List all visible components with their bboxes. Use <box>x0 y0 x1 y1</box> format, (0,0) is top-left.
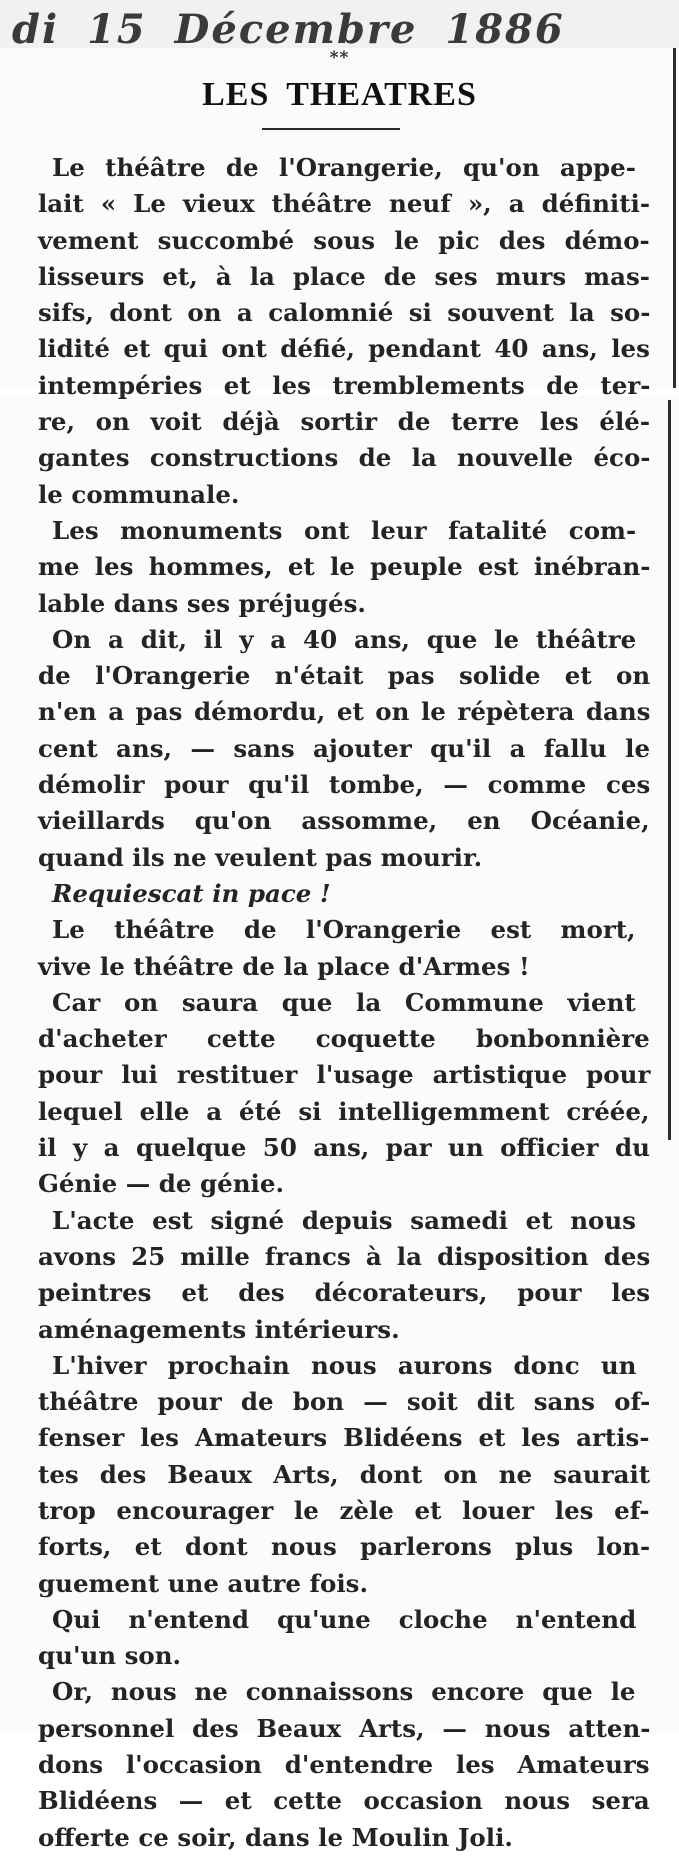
article-line: de l'Orangerie n'était pas solide et on <box>38 661 651 691</box>
article-title: LES THEATRES <box>202 76 477 113</box>
article-line: d'acheter cette coquette bonbonnière <box>38 1024 650 1054</box>
article-line: personnel des Beaux Arts, — nous atten- <box>38 1713 651 1743</box>
article-line: démolir pour qu'il tombe, — comme ces <box>38 770 651 800</box>
article-line: intempéries et les tremblements de ter- <box>38 370 651 400</box>
article-line: aménagements intérieurs. <box>38 1314 400 1344</box>
article-line: lequel elle a été si intelligemment créée, <box>38 1096 650 1126</box>
article-line: avons 25 mille francs à la disposition des <box>38 1241 651 1271</box>
article-line: Qui n'entend qu'une cloche n'entend <box>52 1604 637 1634</box>
article-line: Génie — de génie. <box>38 1169 284 1199</box>
article-line: quand ils ne veulent pas mourir. <box>38 842 483 872</box>
article-line: vement succombé sous le pic des démo- <box>38 225 650 255</box>
article-line: Les monuments ont leur fatalité com- <box>52 515 637 545</box>
article-line: Le théâtre de l'Orangerie est mort, <box>52 915 636 945</box>
article-line: lait « Le vieux théâtre neuf », a définiti- <box>38 189 651 219</box>
article-line: qu'un son. <box>38 1641 182 1671</box>
article-line: vieillards qu'on assomme, en Océanie, <box>38 806 650 836</box>
article-line: théâtre pour de bon — soit dit sans of- <box>38 1387 651 1417</box>
dateline: di 15 Décembre 1886 <box>12 6 565 48</box>
article-line: lisseurs et, à la place de ses murs mas- <box>38 261 650 291</box>
article-line: tes des Beaux Arts, dont on ne saurait <box>38 1459 651 1489</box>
article-line: Le théâtre de l'Orangerie, qu'on appe- <box>52 153 636 182</box>
article-line: trop encourager le zèle et louer les ef- <box>38 1495 650 1525</box>
article-line: pour lui restituer l'usage artistique pour <box>38 1060 651 1090</box>
article-line: lable dans ses préjugés. <box>38 588 366 618</box>
article-body <box>38 150 650 1856</box>
article-line: n'en a pas démordu, et on le répètera dans <box>38 697 651 727</box>
article-line: guement une autre fois. <box>38 1568 368 1598</box>
article-line: lidité et qui ont défié, pendant 40 ans, les <box>38 334 650 364</box>
article-line: dons l'occasion d'entendre les Amateurs <box>38 1750 650 1780</box>
column-rule-bottom <box>668 400 671 1140</box>
article-line: cent ans, — sans ajouter qu'il a fallu le <box>38 733 651 763</box>
column-rule-top <box>673 48 676 388</box>
dateline-strip <box>0 0 679 48</box>
title-underline <box>262 128 400 130</box>
article-line: L'hiver prochain nous aurons donc un <box>52 1350 637 1380</box>
article-line: L'acte est signé depuis samedi et nous <box>52 1205 636 1235</box>
article-line: offerte ce soir, dans le Moulin Joli. <box>38 1822 513 1852</box>
article-line: Requiescat in pace ! <box>52 878 331 908</box>
article-line: On a dit, il y a 40 ans, que le théâtre <box>52 624 637 654</box>
article-line: Blidéens — et cette occasion nous sera <box>38 1786 650 1816</box>
article-line: re, on voit déjà sortir de terre les élé- <box>38 407 651 437</box>
article-line: le communale. <box>38 479 240 509</box>
article-line: forts, et dont nous parlerons plus lon- <box>38 1532 651 1562</box>
article-line: Or, nous ne connaissons encore que le <box>52 1677 636 1707</box>
section-stars: ** <box>329 48 350 68</box>
article-line: fenser les Amateurs Blidéens et les artis- <box>38 1423 650 1453</box>
article-line: sifs, dont on a calomnié si souvent la so- <box>38 298 651 328</box>
article-line: peintres et des décorateurs, pour les <box>38 1278 651 1308</box>
article-line: vive le théâtre de la place d'Armes ! <box>38 951 530 981</box>
article-line: gantes constructions de la nouvelle éco- <box>38 443 651 473</box>
article-line: Car on saura que la Commune vient <box>52 987 636 1017</box>
article-line: il y a quelque 50 ans, par un officier du <box>38 1133 650 1163</box>
article-line: me les hommes, et le peuple est inébran- <box>38 552 651 582</box>
